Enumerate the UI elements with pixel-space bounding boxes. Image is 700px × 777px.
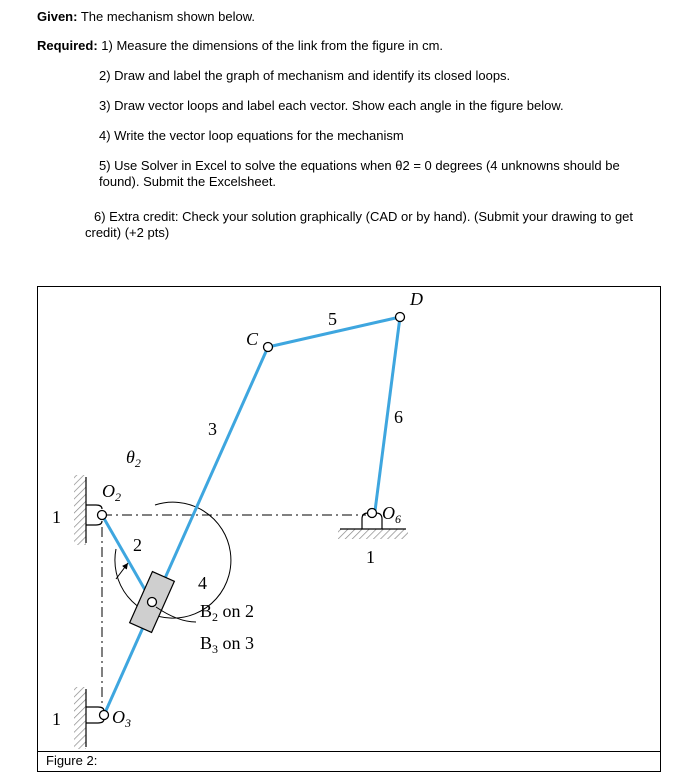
link2-arrow: [116, 563, 128, 579]
given-line: [37, 9, 255, 25]
item-5: [85, 158, 645, 190]
pin-o6: [368, 509, 377, 518]
caption-frame: [37, 752, 661, 772]
label-o6: $O_6$: [382, 503, 401, 526]
required-line: [37, 38, 443, 54]
label-ground-1-mid: 1: [366, 547, 375, 567]
pin-o2: [98, 511, 107, 520]
bearing-o3: [86, 707, 104, 711]
bearing-o2b: [86, 521, 102, 525]
label-theta2: $\theta_2$: [126, 447, 141, 470]
label-o3: $O_3$: [112, 707, 131, 730]
label-o2: $O_2$: [102, 481, 121, 504]
item-4: 4) Write the vector loop equations for the mechanism: [99, 128, 404, 143]
label-link-5: 5: [328, 309, 337, 329]
label-link-4: 4: [198, 573, 207, 593]
pin-d: [396, 313, 405, 322]
mechanism-diagram: [38, 287, 662, 753]
figure-frame: [37, 286, 661, 752]
link-3: [104, 347, 268, 715]
label-b2-on-2: $B_2$ on 2: [200, 601, 255, 624]
pin-o3: [100, 711, 109, 720]
required-label: Required:: [37, 38, 98, 53]
label-c: C: [246, 329, 259, 349]
label-link-2: 2: [133, 535, 142, 555]
given-text: The mechanism shown below.: [77, 9, 255, 24]
pin-c: [264, 343, 273, 352]
label-ground-1-left: 1: [52, 507, 61, 527]
item-3: 3) Draw vector loops and label each vector. Show each angle in the figure below.: [99, 98, 564, 113]
figure-caption: Figure 2:: [46, 753, 98, 768]
ground-hatch-o2: [74, 475, 86, 545]
pin-b: [148, 598, 157, 607]
item-6: [85, 209, 665, 241]
bearing-o2: [86, 505, 102, 509]
given-label: Given:: [37, 9, 78, 24]
item-6-text: 6) Extra credit: Check your solution graphically (CAD or by hand). (Submit your drawing to get credit) (+2 pts): [85, 209, 634, 240]
item-5-text: 5) Use Solver in Excel to solve the equations when θ2 = 0 degrees (4 unknowns should be found). Submit the Excelsheet.: [99, 158, 620, 189]
ground-hatch-o3: [74, 687, 86, 749]
bearing-o3b: [86, 719, 104, 723]
label-b3-on-3: $B_3$ on 3: [200, 633, 255, 656]
ground-hatch-o6: [338, 529, 408, 539]
label-ground-1-bottom: 1: [52, 709, 61, 729]
label-d: D: [410, 289, 423, 309]
required-text: 1) Measure the dimensions of the link from the figure in cm.: [97, 38, 444, 53]
label-link-3: 3: [208, 419, 217, 439]
label-link-6: 6: [394, 407, 403, 427]
item-2: 2) Draw and label the graph of mechanism and identify its closed loops.: [99, 68, 511, 83]
